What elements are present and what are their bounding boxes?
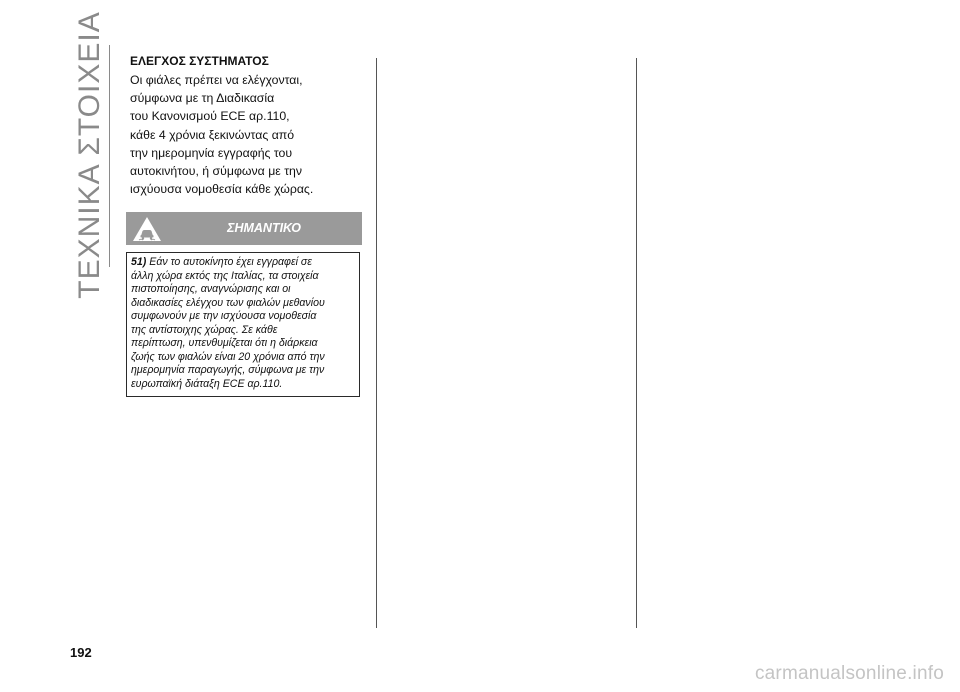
page-number: 192 bbox=[70, 645, 92, 660]
note-line: της αντίστοιχης χώρας. Σε κάθε bbox=[131, 323, 278, 336]
car-skid-warning-icon bbox=[132, 216, 162, 242]
note-line: περίπτωση, υπενθυμίζεται ότι η διάρκεια bbox=[131, 337, 318, 349]
note-line: άλλη χώρα εκτός της Ιταλίας, τα στοιχεία bbox=[131, 269, 319, 282]
note-line: ευρωπαϊκή διάταξη ECE αρ.110. bbox=[131, 377, 283, 390]
important-banner bbox=[126, 212, 362, 245]
note-line: πιστοποίησης, αναγνώρισης και οι bbox=[131, 283, 291, 295]
body-line: ισχύουσα νομοθεσία κάθε χώρας. bbox=[130, 182, 314, 197]
important-note-box bbox=[126, 252, 360, 397]
important-title: ΣΗΜΑΝΤΙΚΟ bbox=[227, 221, 301, 235]
section-title-text: ΤΕΧΝΙΚΑ ΣΤΟΙΧΕΙΑ bbox=[73, 11, 106, 299]
body-line: Οι φιάλες πρέπει να ελέγχονται, bbox=[130, 73, 303, 87]
watermark-text: carmanualsonline.info bbox=[754, 663, 944, 684]
section-title-vertical bbox=[70, 11, 110, 299]
body-line: κάθε 4 χρόνια ξεκινώντας από bbox=[130, 127, 295, 142]
note-line: συμφωνούν με την ισχύουσα νομοθεσία bbox=[131, 310, 317, 322]
note-line: ημερομηνία παραγωγής, σύμφωνα με την bbox=[131, 364, 325, 376]
note-number: 51) bbox=[131, 256, 147, 268]
body-line: του Κανονισμού ECE αρ.110, bbox=[130, 109, 290, 124]
note-line: ζωής των φιαλών είναι 20 χρόνια από την bbox=[131, 350, 325, 363]
important-note-text bbox=[131, 256, 325, 391]
body-line: την ημερομηνία εγγραφής του bbox=[130, 145, 293, 160]
body-line: σύμφωνα με τη Διαδικασία bbox=[130, 91, 275, 106]
column-divider-1 bbox=[376, 58, 377, 628]
note-line: 51) Εάν το αυτοκίνητο έχει εγγραφεί σε bbox=[131, 256, 312, 268]
section-heading: ΕΛΕΓΧΟΣ ΣΥΣΤΗΜΑΤΟΣ bbox=[130, 54, 269, 68]
section-title-rule bbox=[109, 45, 110, 267]
column-divider-2 bbox=[636, 58, 637, 628]
body-paragraph bbox=[130, 71, 360, 198]
body-line: αυτοκινήτου, ή σύμφωνα με την bbox=[130, 164, 303, 179]
note-line: διαδικασίες ελέγχου των φιαλών μεθανίου bbox=[131, 296, 325, 309]
